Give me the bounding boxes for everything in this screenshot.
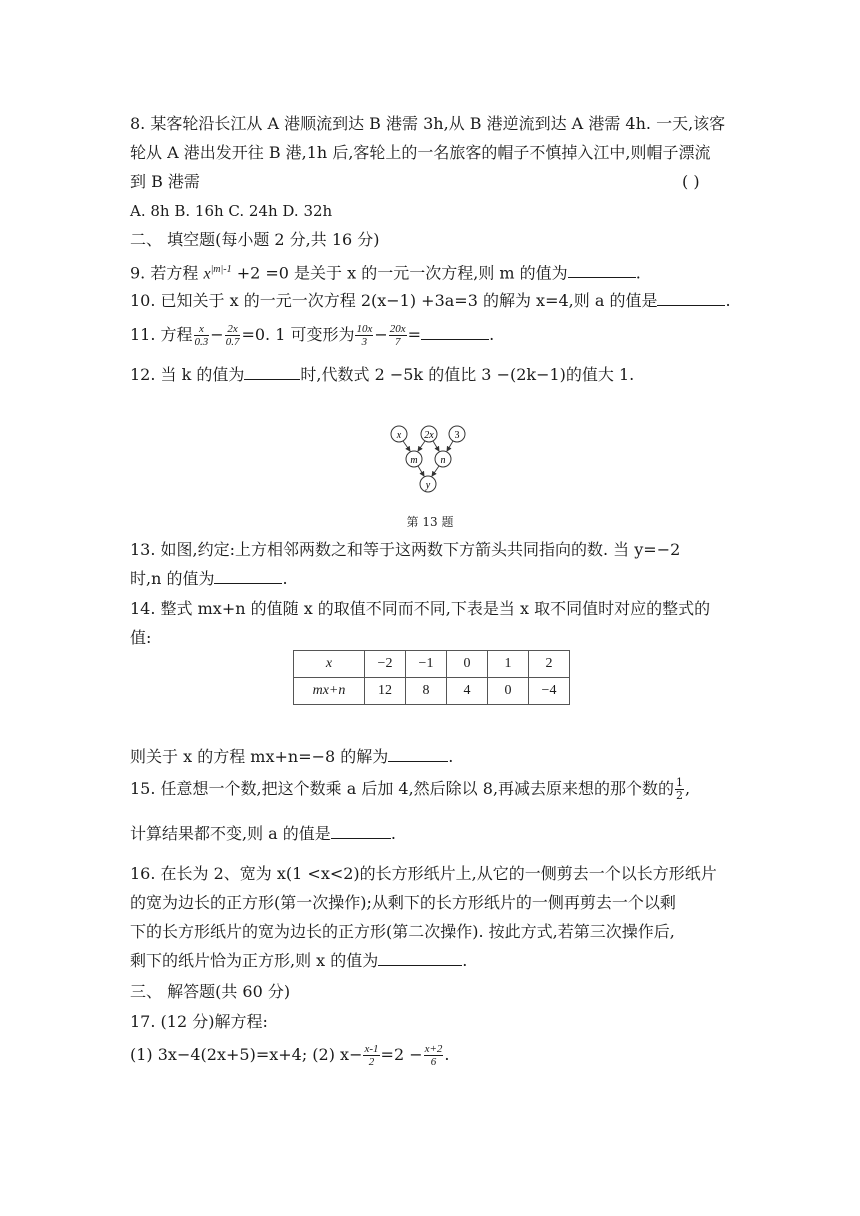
- q9-end: .: [635, 263, 641, 283]
- q9-answer-blank[interactable]: [568, 261, 636, 278]
- q11-fraction-3: $\frac{10x}{3}$: [356, 323, 373, 348]
- q10-text: 10. 已知关于 x 的一元一次方程 2(x−1) +3a=3 的解为 x=4,则 a 的值是: [130, 291, 658, 310]
- q10-answer-blank[interactable]: [657, 289, 725, 306]
- q8-line3-text: 到 B 港需: [130, 172, 200, 191]
- q16-line1: 16. 在长为 2、宽为 x(1 <x<2)的长方形纸片上,从它的一侧剪去一个以长方形纸片: [130, 864, 717, 883]
- q17-end: .: [444, 1045, 450, 1064]
- q17-title: 17. (12 分)解方程:: [130, 1012, 268, 1031]
- svg-text:x: x: [396, 430, 402, 441]
- q12-line: [130, 363, 634, 387]
- q15-fraction: $\frac{1}{2}$: [676, 776, 684, 802]
- table-cell: −2: [365, 651, 406, 678]
- q13-diagram: [385, 420, 475, 500]
- q11-line: [130, 320, 494, 350]
- q10-end: .: [725, 291, 731, 310]
- q15-line1: [130, 774, 690, 804]
- q16-line4: [130, 949, 467, 973]
- q14-line2: 值:: [130, 628, 152, 647]
- table-cell: 4: [447, 678, 488, 705]
- q9-line: [130, 258, 641, 286]
- q14-line1: 14. 整式 mx+n 的值随 x 的取值不同而不同,下表是当 x 取不同值时对应的整式的: [130, 599, 711, 618]
- node-m: [406, 451, 422, 467]
- q15-line2-text: 计算结果都不变,则 a 的值是: [130, 824, 331, 843]
- table-row: [294, 678, 570, 705]
- q14-line3: [130, 745, 453, 769]
- q16-line3: 下的长方形纸片的宽为边长的正方形(第二次操作). 按此方式,若第三次操作后,: [130, 922, 675, 941]
- table-cell: 1: [488, 651, 529, 678]
- q16-end: .: [462, 951, 468, 970]
- table-row: [294, 651, 570, 678]
- q13-line2: [130, 567, 288, 591]
- svg-text:3: 3: [454, 430, 460, 441]
- table-cell: −1: [406, 651, 447, 678]
- figure13-caption: 第 13 题: [406, 515, 454, 529]
- table-cell: 0: [488, 678, 529, 705]
- q8-line3: [130, 170, 200, 194]
- q17-mid: =2 −: [380, 1045, 423, 1064]
- svg-text:n: n: [440, 455, 446, 466]
- q11-pre: 11. 方程: [130, 325, 193, 344]
- q16-line2: 的宽为边长的正方形(第一次操作);从剩下的长方形纸片的一侧再剪去一个以剩: [130, 893, 676, 912]
- q14-answer-blank[interactable]: [388, 745, 448, 762]
- q15-end: .: [390, 824, 396, 843]
- node-y: [420, 476, 436, 492]
- q9-exponent: |m|-1: [210, 264, 232, 275]
- table-cell: −4: [529, 678, 570, 705]
- section3-title: 三、 解答题(共 60 分): [130, 982, 291, 1001]
- section2-title: 二、 填空题(每小题 2 分,共 16 分): [130, 230, 380, 249]
- table-cell: 0: [447, 651, 488, 678]
- q15-comma: ,: [685, 779, 691, 798]
- q11-minus-2: −: [374, 325, 388, 344]
- q17-fraction-2: $\frac{x+2}{6}$: [424, 1043, 443, 1068]
- svg-text:m: m: [410, 455, 418, 466]
- node-x: [391, 426, 407, 442]
- q15-line1-text: 15. 任意想一个数,把这个数乘 a 后加 4,然后除以 8,再减去原来想的那个数的: [130, 779, 675, 798]
- q11-answer-blank[interactable]: [421, 323, 489, 340]
- svg-text:2x: 2x: [424, 430, 434, 441]
- table-cell: 8: [406, 678, 447, 705]
- node-3: [449, 426, 465, 442]
- q9-base: x: [203, 265, 211, 283]
- q12-after: 时,代数式 2 −5k 的值比 3 −(2k−1)的值大 1.: [300, 365, 635, 384]
- q16-line4-text: 剩下的纸片恰为正方形,则 x 的值为: [130, 951, 379, 970]
- q14-after: 则关于 x 的方程 mx+n=−8 的解为: [130, 747, 389, 766]
- q17-fraction-1: $\frac{x-1}{2}$: [364, 1043, 379, 1068]
- q9-after: +2 =0 是关于 x 的一元一次方程,则 m 的值为: [231, 263, 568, 283]
- node-2x: [421, 426, 437, 442]
- q14-value-table: [293, 650, 570, 705]
- svg-text:y: y: [425, 480, 431, 491]
- q11-equals: =: [407, 325, 422, 344]
- q11-minus: −: [210, 325, 224, 344]
- q14-end: .: [448, 747, 454, 766]
- q17-equations: [130, 1040, 450, 1070]
- node-n: [435, 451, 451, 467]
- q13-end: .: [282, 569, 288, 588]
- q11-fraction-1: $\frac{x}{0.3}$: [194, 323, 209, 348]
- q8-line2: 轮从 A 港出发开往 B 港,1h 后,客轮上的一名旅客的帽子不慎掉入江中,则帽子漂流: [130, 143, 711, 162]
- q11-fraction-2: $\frac{2x}{0.7}$: [225, 323, 240, 348]
- table-cell: x: [294, 651, 365, 678]
- q9-before: 9. 若方程: [130, 263, 204, 283]
- q12-answer-blank[interactable]: [244, 363, 300, 380]
- table-cell: mx+n: [294, 678, 365, 705]
- q8-line1: 8. 某客轮沿长江从 A 港顺流到达 B 港需 3h,从 B 港逆流到达 A 港需 4h. 一天,该客: [130, 114, 726, 133]
- q13-answer-blank[interactable]: [214, 567, 282, 584]
- q15-line2: [130, 822, 396, 846]
- q12-before: 12. 当 k 的值为: [130, 365, 245, 384]
- q11-fraction-4: $\frac{20x}{7}$: [389, 323, 406, 348]
- q16-answer-blank[interactable]: [378, 949, 462, 966]
- q15-answer-blank[interactable]: [331, 822, 391, 839]
- q10-line: [130, 289, 731, 313]
- q11-end: .: [489, 325, 495, 344]
- q11-mid: =0. 1 可变形为: [241, 325, 355, 344]
- table-cell: 12: [365, 678, 406, 705]
- table-cell: 2: [529, 651, 570, 678]
- q8-answer-paren: ( ): [682, 172, 700, 191]
- q8-options: A. 8h B. 16h C. 24h D. 32h: [130, 202, 333, 220]
- q13-line1: 13. 如图,约定:上方相邻两数之和等于这两数下方箭头共同指向的数. 当 y=−2: [130, 540, 681, 559]
- q17-part1: (1) 3x−4(2x+5)=x+4; (2) x−: [130, 1045, 363, 1064]
- q13-line2-text: 时,n 的值为: [130, 569, 215, 588]
